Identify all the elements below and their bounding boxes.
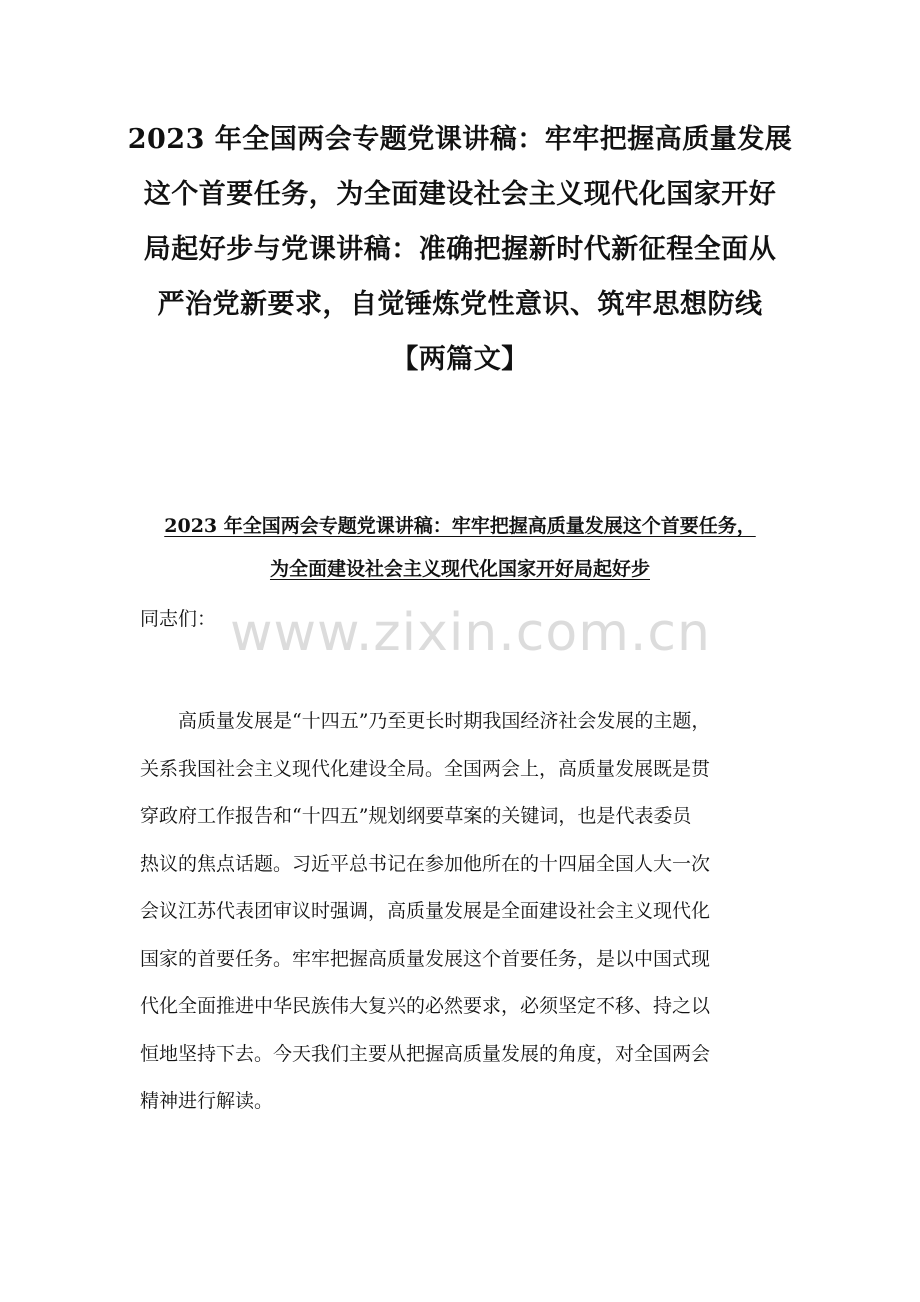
- body-line: 会议江苏代表团审议时强调，高质量发展是全面建设社会主义现代化: [140, 900, 711, 922]
- main-title-line: 这个首要任务，为全面建设社会主义现代化国家开好: [143, 179, 777, 210]
- body-line: 精神进行解读。: [140, 1090, 274, 1112]
- main-title-line: 2023 年全国两会专题党课讲稿：牢牢把握高质量发展: [127, 124, 793, 155]
- section-title: [100, 505, 820, 591]
- body-line: 高质量发展是“十四五”乃至更长时期我国经济社会发展的主题，: [178, 710, 711, 732]
- body-line: 代化全面推进中华民族伟大复兴的必然要求，必须坚定不移、持之以: [140, 995, 711, 1017]
- body-paragraph: [140, 698, 780, 1126]
- watermark: www.zixin.com.cn: [230, 603, 711, 663]
- section-title-line: 为全面建设社会主义现代化国家开好局起好步: [269, 558, 650, 580]
- main-title-line: 严治党新要求，自觉锤炼党性意识、筑牢思想防线: [157, 289, 763, 320]
- body-line: 国家的首要任务。牢牢把握高质量发展这个首要任务，是以中国式现: [140, 947, 711, 970]
- body-line: 恒地坚持下去。今天我们主要从把握高质量发展的角度，对全国两会: [140, 1042, 711, 1065]
- main-title: [120, 112, 800, 387]
- body-line: 关系我国社会主义现代化建设全局。全国两会上，高质量发展既是贯: [140, 757, 711, 780]
- salutation: 同志们：: [140, 608, 217, 630]
- main-title-line: 【两篇文】: [391, 344, 529, 375]
- section-title-line: 2023 年全国两会专题党课讲稿：牢牢把握高质量发展这个首要任务，: [164, 515, 756, 537]
- body-line: 热议的焦点话题。习近平总书记在参加他所在的十四届全国人大一次: [140, 852, 711, 875]
- body-line: 穿政府工作报告和“十四五”规划纲要草案的关键词，也是代表委员: [140, 805, 692, 827]
- main-title-line: 局起好步与党课讲稿：准确把握新时代新征程全面从: [143, 234, 777, 265]
